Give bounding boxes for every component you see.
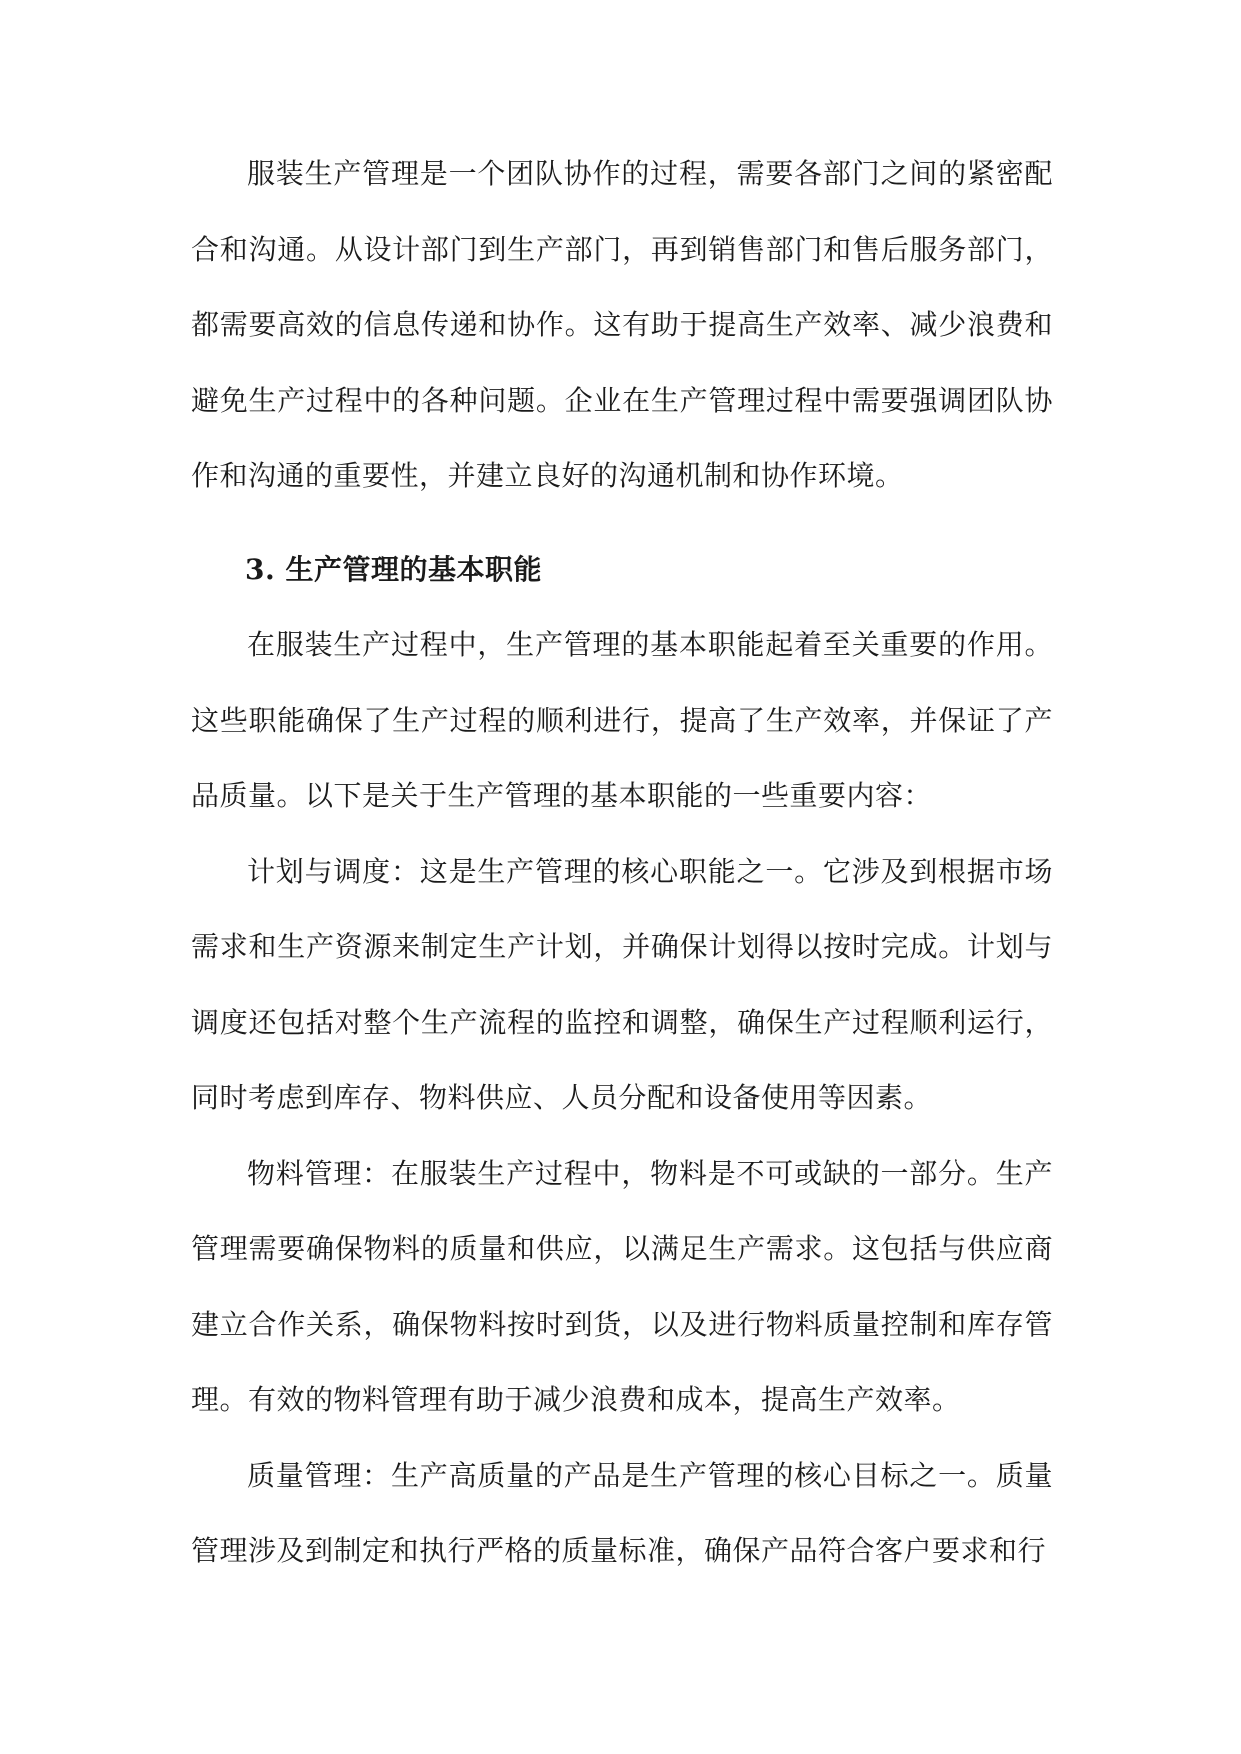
paragraph-material-management: 物料管理：在服装生产过程中，物料是不可或缺的一部分。生产管理需要确保物料的质量和供应，以满足生产需求。这包括与供应商建立合作关系，确保物料按时到货，以及进行物料质量控制和库存管理。有效的物料管理有助于减少浪费和成本，提高生产效率。 <box>191 1156 1053 1416</box>
paragraph-planning-scheduling: 计划与调度：这是生产管理的核心职能之一。它涉及到根据市场需求和生产资源来制定生产计划，并确保计划得以按时完成。计划与调度还包括对整个生产流程的监控和调整，确保生产过程顺利运行，同时考虑到库存、物料供应、人员分配和设备使用等因素。 <box>191 854 1053 1114</box>
paragraph-basic-functions-intro: 在服装生产过程中，生产管理的基本职能起着至关重要的作用。这些职能确保了生产过程的顺利进行，提高了生产效率，并保证了产品质量。以下是关于生产管理的基本职能的一些重要内容： <box>191 628 1053 812</box>
paragraph-quality-management: 质量管理：生产高质量的产品是生产管理的核心目标之一。质量管理涉及到制定和执行严格的质量标准，确保产品符合客户要求和行 <box>191 1458 1053 1567</box>
document-body <box>191 136 1053 1589</box>
section-heading: 3. 生产管理的基本职能 <box>245 552 542 586</box>
paragraph-team-collaboration: 服装生产管理是一个团队协作的过程，需要各部门之间的紧密配合和沟通。从设计部门到生产部门，再到销售部门和售后服务部门，都需要高效的信息传递和协作。这有助于提高生产效率、减少浪费和避免生产过程中的各种问题。企业在生产管理过程中需要强调团队协作和沟通的重要性，并建立良好的沟通机制和协作环境。 <box>191 157 1053 492</box>
section-spacer <box>191 514 1053 532</box>
